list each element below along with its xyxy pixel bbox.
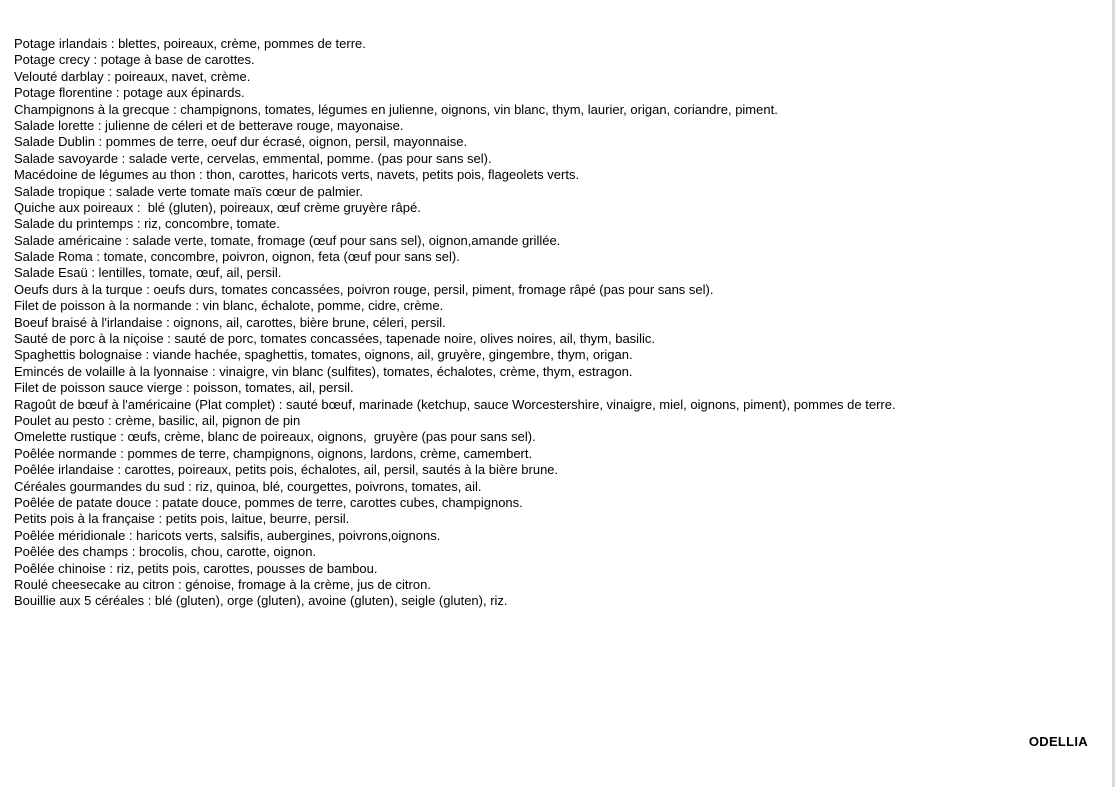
list-item: Filet de poisson sauce vierge : poisson, tomates, ail, persil. xyxy=(14,380,354,396)
list-item: Potage irlandais : blettes, poireaux, crème, pommes de terre. xyxy=(14,36,366,51)
list-item: Céréales gourmandes du sud : riz, quinoa, blé, courgettes, poivrons, tomates, ail. xyxy=(14,478,482,494)
list-item: Boeuf braisé à l'irlandaise : oignons, ail, carottes, bière brune, céleri, persil. xyxy=(14,314,446,330)
list-item: Omelette rustique : œufs, crème, blanc de poireaux, oignons, gruyère (pas pour sans sel). xyxy=(14,429,536,445)
list-item: Salade lorette : julienne de céleri et de betterave rouge, mayonaise. xyxy=(14,117,404,133)
list-item: Emincés de volaille à la lyonnaise : vinaigre, vin blanc (sulfites), tomates, échalotes, crème, thym, estragon. xyxy=(14,363,633,379)
list-item: Salade Dublin : pommes de terre, oeuf dur écrasé, oignon, persil, mayonnaise. xyxy=(14,134,468,150)
list-item: Champignons à la grecque : champignons, tomates, légumes en julienne, oignons, vin blanc, thym, laurier, origan, coriandre, piment. xyxy=(14,101,778,117)
list-item: Filet de poisson à la normande : vin blanc, échalote, pomme, cidre, crème. xyxy=(14,298,444,314)
list-item: Poêlée de patate douce : patate douce, pommes de terre, carottes cubes, champignons. xyxy=(14,494,523,510)
list-item: Potage florentine : potage aux épinards. xyxy=(14,85,245,101)
list-item: Sauté de porc à la niçoise : sauté de porc, tomates concassées, tapenade noire, olives noires, ail, thym, basilic. xyxy=(14,331,655,347)
list-item: Poêlée normande : pommes de terre, champignons, oignons, lardons, crème, camembert. xyxy=(14,445,533,461)
list-item: Potage crecy : potage à base de carottes. xyxy=(14,52,255,68)
list-item: Salade savoyarde : salade verte, cervelas, emmental, pomme. (pas pour sans sel). xyxy=(14,150,492,166)
list-item: Poêlée méridionale : haricots verts, salsifis, aubergines, poivrons,oignons. xyxy=(14,527,441,543)
list-item: Velouté darblay : poireaux, navet, crème. xyxy=(14,68,251,84)
list-item: Salade tropique : salade verte tomate maïs cœur de palmier. xyxy=(14,183,364,199)
list-item: Poêlée des champs : brocolis, chou, carotte, oignon. xyxy=(14,544,317,560)
list-item: Poêlée irlandaise : carottes, poireaux, petits pois, échalotes, ail, persil, sautés à la bière brune. xyxy=(14,462,559,478)
recipe-list xyxy=(14,36,896,610)
list-item: Poêlée chinoise : riz, petits pois, carottes, pousses de bambou. xyxy=(14,560,378,576)
list-item: Macédoine de légumes au thon : thon, carottes, haricots verts, navets, petits pois, flageolets verts. xyxy=(14,167,580,183)
list-item: Quiche aux poireaux : blé (gluten), poireaux, œuf crème gruyère râpé. xyxy=(14,199,421,215)
list-item: Roulé cheesecake au citron : génoise, fromage à la crème, jus de citron. xyxy=(14,576,431,592)
list-item: Salade Esaü : lentilles, tomate, œuf, ail, persil. xyxy=(14,265,282,281)
list-item: Bouillie aux 5 céréales : blé (gluten), orge (gluten), avoine (gluten), seigle (gluten), riz. xyxy=(14,593,508,609)
list-item: Salade Roma : tomate, concombre, poivron, oignon, feta (œuf pour sans sel). xyxy=(14,249,460,265)
list-item: Poulet au pesto : crème, basilic, ail, pignon de pin xyxy=(14,412,301,428)
list-item: Salade du printemps : riz, concombre, tomate. xyxy=(14,216,280,232)
list-item: Salade américaine : salade verte, tomate, fromage (œuf pour sans sel), oignon,amande grillée. xyxy=(14,232,561,248)
list-item: Petits pois à la française : petits pois, laitue, beurre, persil. xyxy=(14,511,350,527)
list-item: Spaghettis bolognaise : viande hachée, spaghettis, tomates, oignons, ail, gruyère, gingembre, thym, origan. xyxy=(14,347,633,363)
list-item: Oeufs durs à la turque : oeufs durs, tomates concassées, poivron rouge, persil, piment, fromage râpé (pas pour sans sel). xyxy=(14,281,714,297)
list-item: Ragoût de bœuf à l'américaine (Plat complet) : sauté bœuf, marinade (ketchup, sauce Worcestershire, vinaigre, miel, oignons, piment), pommes de terre. xyxy=(14,396,896,412)
brand-footer: ODELLIA xyxy=(1028,734,1088,749)
